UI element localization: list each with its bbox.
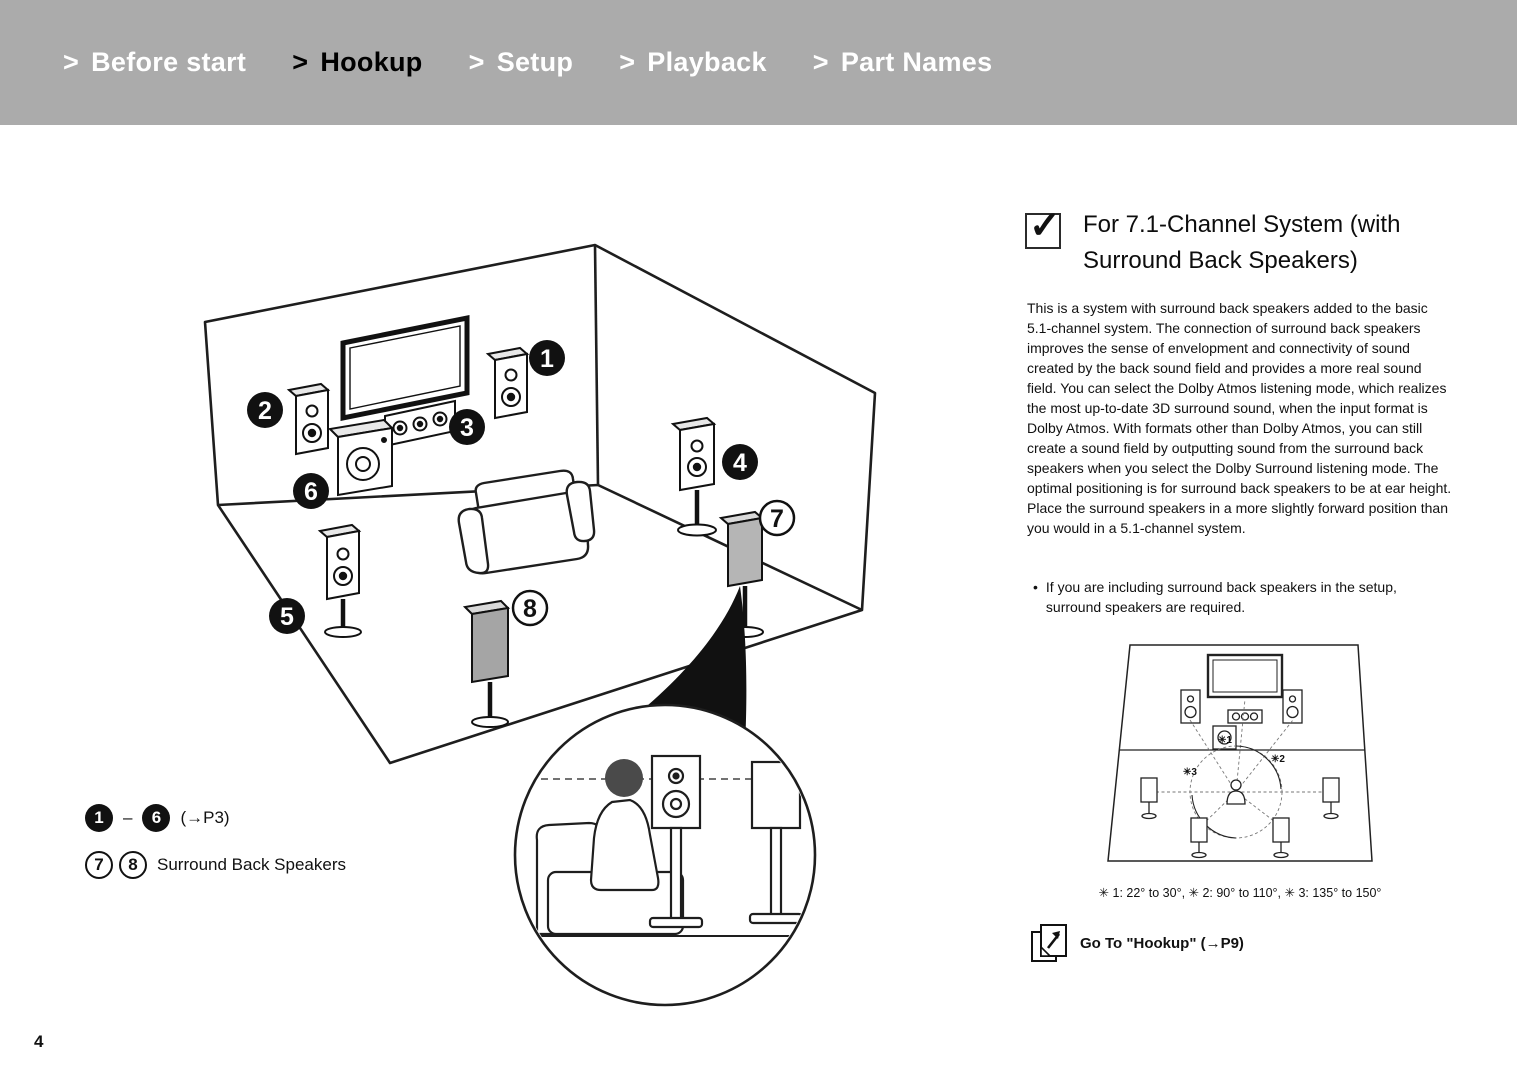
svg-text:3: 3 xyxy=(460,414,474,442)
page-jump-icon xyxy=(1028,920,1070,966)
svg-text:1: 1 xyxy=(540,345,554,373)
goto-label: Go To "Hookup" (→P9) xyxy=(1080,934,1244,952)
sofa xyxy=(459,471,594,574)
badge-8 xyxy=(513,591,547,625)
nav-label: Setup xyxy=(496,47,574,77)
legend-page-ref[interactable]: (→P3) xyxy=(180,808,230,827)
svg-text:8: 8 xyxy=(523,595,537,623)
nav-item-part-names[interactable] xyxy=(813,47,993,78)
checkbox-icon: ✓ xyxy=(1025,213,1061,249)
room-isometric-diagram xyxy=(40,190,1000,1070)
legend-badge-8: 8 xyxy=(119,851,147,879)
legend-badge-1: 1 xyxy=(85,804,113,832)
badge-1 xyxy=(529,340,565,376)
nav-item-playback[interactable] xyxy=(619,47,767,78)
section-title-line2: Surround Back Speakers) xyxy=(1083,247,1358,274)
nav-arrow: > xyxy=(812,47,829,77)
svg-text:4: 4 xyxy=(733,449,747,477)
section-header xyxy=(1025,207,1400,279)
badge-7 xyxy=(760,501,794,535)
nav-arrow: > xyxy=(619,47,636,77)
legend-badge-6: 6 xyxy=(142,804,170,832)
bullet-marker: • xyxy=(1033,579,1038,595)
mini-label-3: ✳3 xyxy=(1183,767,1197,778)
bullet-text: If you are including surround back speakers in the setup, surround speakers are required. xyxy=(1045,579,1397,615)
section-body: This is a system with surround back speakers added to the basic 5.1-channel system. The connection of surround back speakers improves the sense of envelopment and connectivity of sound created by the back sound field and provides a more real sound field. You can select the Dolby Atmos listening mode, which realizes the most up-to-date 3D surround sound, when the input format is Dolby Atmos. With formats other than Dolby Atmos, you can still create a sound field by outputting sound from the surround back speakers when you select the Dolby Surround listening mode. The optimal positioning is for surround back speakers to be at ear height. Place the surround speakers in a more slightly forward position than you would in a 5.1-channel system. xyxy=(1027,300,1452,536)
svg-text:2: 2 xyxy=(258,397,272,425)
svg-text:6: 6 xyxy=(304,478,318,506)
nav-item-setup[interactable] xyxy=(469,47,574,78)
legend-badge-7: 7 xyxy=(85,851,113,879)
nav-item-before-start[interactable] xyxy=(63,47,246,78)
legend-surround-back xyxy=(85,851,346,879)
nav-arrow: > xyxy=(468,47,485,77)
section-bullet xyxy=(1033,577,1453,617)
legend-dash: – xyxy=(123,808,133,827)
badge-6 xyxy=(293,473,329,509)
badge-3 xyxy=(449,409,485,445)
mini-label-2: ✳2 xyxy=(1271,754,1285,765)
nav-label: Playback xyxy=(647,47,767,77)
person-head xyxy=(605,759,643,797)
section-title-line1: For 7.1-Channel System (with xyxy=(1083,211,1401,238)
goto-hookup-link[interactable] xyxy=(1028,920,1244,966)
mini-label-1: ✳1 xyxy=(1218,735,1232,746)
legend-speakers-1-6 xyxy=(85,804,230,832)
legend-surround-back-label: Surround Back Speakers xyxy=(157,855,346,874)
nav-label: Part Names xyxy=(840,47,993,77)
badge-4 xyxy=(722,444,758,480)
nav-label: Hookup xyxy=(320,47,423,77)
subwoofer xyxy=(330,420,392,495)
top-nav-bar xyxy=(0,0,1517,125)
nav-arrow: > xyxy=(292,47,309,77)
nav-item-hookup[interactable] xyxy=(292,47,422,78)
nav-arrow: > xyxy=(63,47,80,77)
badge-2 xyxy=(247,392,283,428)
svg-text:7: 7 xyxy=(770,505,784,533)
svg-text:5: 5 xyxy=(280,603,294,631)
angle-note: ✳ 1: 22° to 30°, ✳ 2: 90° to 110°, ✳ 3: 135° to 150° xyxy=(1098,886,1382,900)
section-title xyxy=(1083,207,1400,279)
badge-5 xyxy=(269,598,305,634)
speaker-angle-diagram xyxy=(1105,642,1375,864)
nav-label: Before start xyxy=(91,47,247,77)
page-number: 4 xyxy=(34,1032,44,1051)
